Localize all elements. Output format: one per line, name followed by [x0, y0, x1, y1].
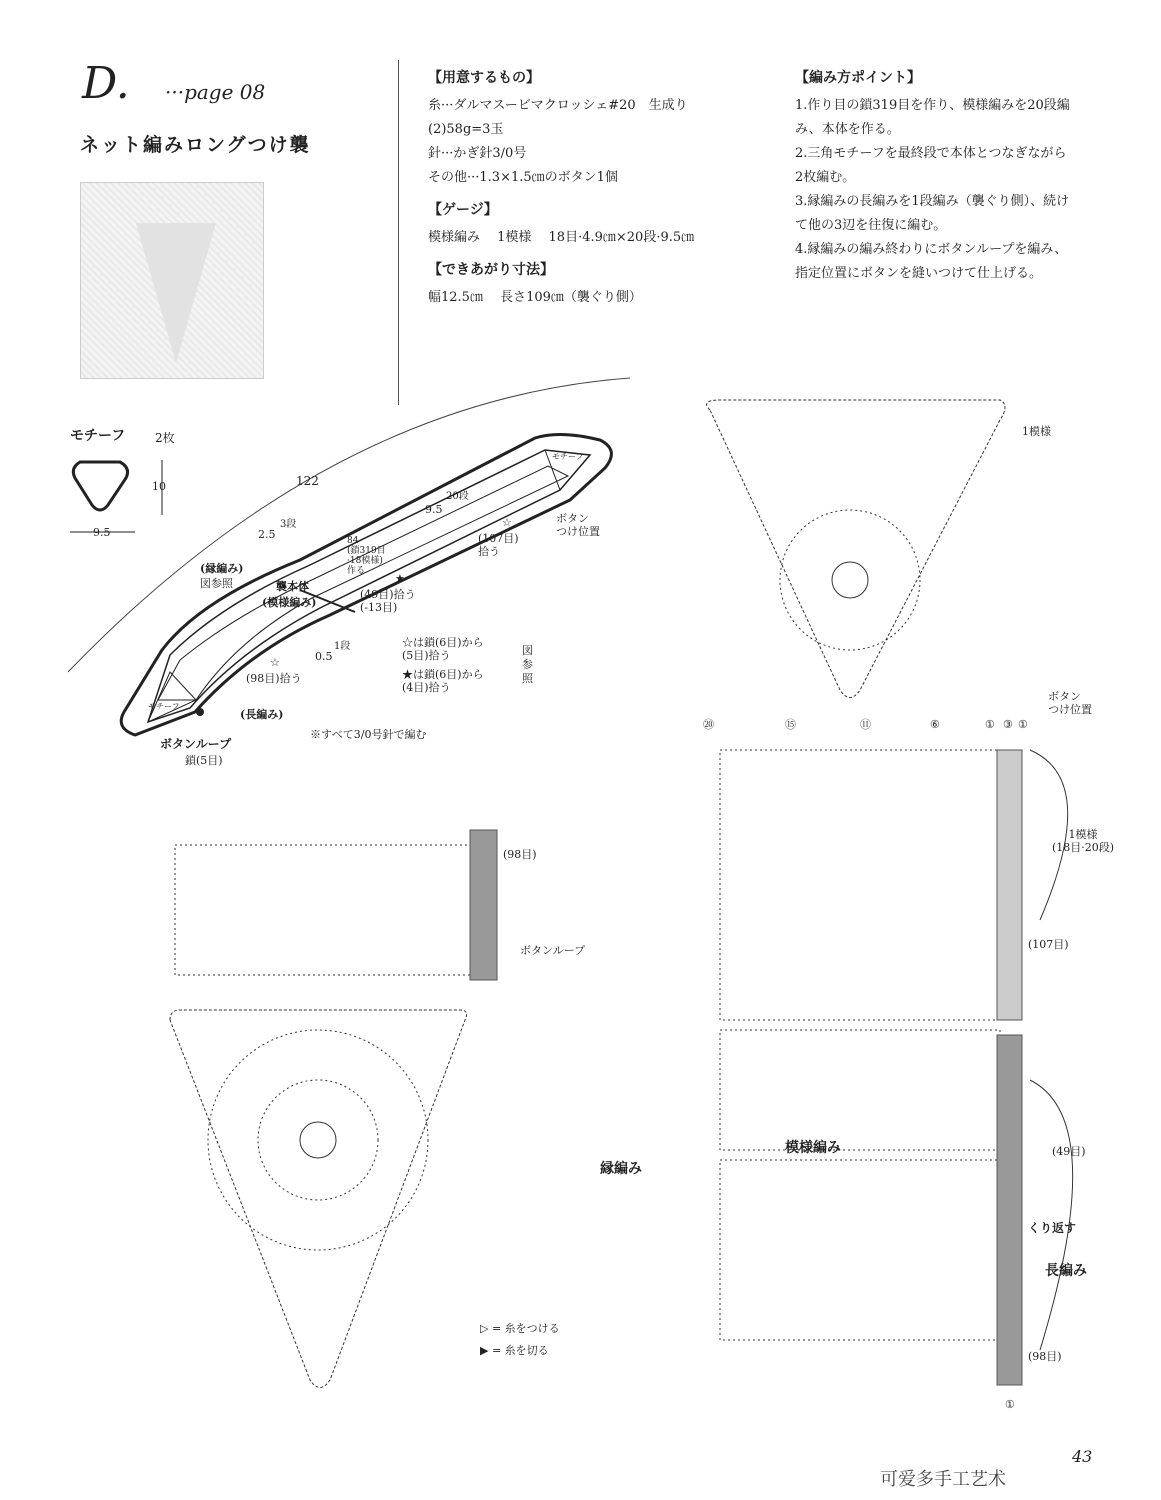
one-repeat-detail: [1052, 828, 1114, 854]
count-49: (49目): [1052, 1145, 1086, 1158]
points-heading: 【編み方ポイント】: [795, 70, 921, 86]
hollow-star-98: ☆: [270, 656, 280, 669]
materials-heading: 【用意するもの】: [428, 70, 540, 86]
start-mark: ①: [1005, 1398, 1015, 1411]
row-mark: ③: [1003, 718, 1013, 731]
materials-line: 糸···ダルマスービマクロッシェ#20 生成り: [428, 98, 688, 113]
chain-note-line: 84: [347, 536, 359, 546]
left-chart: [170, 830, 497, 1388]
repeat-label: くり返す: [1028, 1221, 1077, 1235]
legend-cut: ▶ = 糸を切る: [480, 1344, 549, 1357]
hollow-star-107: ☆: [502, 516, 512, 529]
button-position-line: つけ位置: [556, 525, 600, 538]
button-loop-dot: [196, 708, 204, 716]
motif-tag-right: モチーフ: [552, 452, 584, 461]
row-mark: ⑳: [703, 718, 714, 731]
size-heading: 【できあがり寸法】: [428, 262, 554, 278]
pick-107: [478, 532, 519, 558]
chain-note-line: ·18模様): [347, 556, 383, 566]
note-solid: [402, 668, 484, 694]
border-label: (縁編み): [200, 562, 244, 575]
button-loop-label: ボタンループ: [160, 737, 232, 751]
row-mark: ⑪: [860, 718, 871, 731]
gauge-line: 模様編み 1模様 18目·4.9㎝×20段·9.5㎝: [428, 230, 695, 245]
button-loop-sub: 鎖(5目): [185, 754, 223, 767]
pick-107-line: (107目): [478, 532, 519, 545]
length-label: 122: [296, 474, 319, 488]
chain-note-line: (鎖319目: [347, 546, 386, 556]
count-98-right: (98目): [1028, 1350, 1062, 1363]
note-hollow-line: (5目)拾う: [402, 649, 451, 662]
points-line: 2枚編む。: [795, 170, 856, 185]
dim-95-rows: 20段: [446, 491, 469, 502]
legend-attach: ▷ = 糸をつける: [480, 1322, 560, 1335]
dim-25: 2.5: [258, 528, 276, 541]
points-line: 2.三角モチーフを最終段で本体とつなぎながら: [795, 146, 1067, 161]
border-stitch-label: 縁編み: [600, 1161, 642, 1177]
materials-line: (2)58g=3玉: [428, 122, 504, 137]
note-hollow-line: ☆は鎖(6目)から: [402, 636, 484, 649]
count-98-left: (98目): [503, 848, 537, 861]
pattern-letter: D.: [82, 58, 130, 109]
length-arc: [68, 378, 630, 672]
long-stitch-label: (長編み): [240, 708, 284, 721]
body-label: 襲本体: [276, 580, 309, 593]
pick-49-line: (49目)拾う: [360, 588, 416, 601]
button-loop-chart-label: ボタンループ: [520, 944, 586, 957]
pattern-title: ネット編みロングつけ襲: [80, 134, 311, 156]
motif-count: 2枚: [155, 431, 175, 445]
size-line: 幅12.5㎝ 長さ109㎝（襲ぐり側）: [428, 290, 642, 305]
motif-width: 9.5: [93, 526, 111, 539]
one-repeat-detail-line: (18目·20段): [1052, 841, 1115, 854]
chart-button-position-line: ボタン: [1048, 690, 1081, 703]
dim-05: 0.5: [315, 650, 333, 663]
see-fig-label: 図参照: [200, 577, 233, 590]
chain-note: [347, 536, 386, 576]
chart-button-position: [1048, 690, 1092, 716]
motif-height: 10: [152, 480, 166, 493]
pick-107-line: 拾う: [478, 545, 500, 558]
motif-triangle: [73, 462, 127, 510]
chart-button-position-line: つけ位置: [1048, 703, 1092, 716]
points-line: 1.作り目の鎖319目を作り、模様編みを20段編: [795, 98, 1070, 113]
button-position-line: ボタン: [556, 512, 589, 525]
legend: [480, 1318, 560, 1362]
pick-98: (98目)拾う: [246, 672, 302, 685]
dim-05-rows: 1段: [334, 641, 351, 652]
motif-label: モチーフ: [70, 428, 126, 444]
page-number: 43: [1072, 1447, 1093, 1466]
one-repeat-top: 1模様: [1022, 425, 1051, 438]
gauge-heading: 【ゲージ】: [428, 202, 498, 218]
motif-tag-left: モチーフ: [148, 702, 180, 711]
dim-95: 9.5: [425, 503, 443, 516]
see-fig-vertical: 図参照: [522, 644, 533, 685]
page-reference: ···page 08: [165, 80, 266, 104]
note-solid-line: ★は鎖(6目)から: [402, 668, 484, 681]
pick-49-line: (-13目): [360, 601, 398, 614]
points-line: 指定位置にボタンを縫いつけて仕上げる。: [795, 266, 1043, 281]
count-107: (107目): [1028, 938, 1069, 951]
points-line: て他の3辺を往復に編む。: [795, 218, 947, 233]
note-hollow: [402, 636, 484, 662]
chain-note-line: 作る: [347, 566, 366, 576]
pick-49: [360, 588, 416, 614]
row-mark: ⑥: [930, 718, 940, 731]
right-chart: [707, 400, 1073, 1385]
points-line: 4.縁編みの編み終わりにボタンループを編み、: [795, 242, 1068, 257]
materials-line: その他···1.3×1.5㎝のボタン1個: [428, 170, 618, 185]
points-line: 3.縁編みの長編みを1段編み（襲ぐり側）、続け: [795, 194, 1070, 209]
row-mark: ①: [985, 718, 995, 731]
row-mark: ①: [1018, 718, 1028, 731]
watermark: 可爱多手工艺术: [880, 1469, 1006, 1490]
star-49: ★: [395, 572, 405, 585]
pattern-stitch-label: 模様編み: [785, 1140, 841, 1156]
row-mark: ⑮: [785, 718, 796, 731]
all-needle-note: ※すべて3/0号針で編む: [310, 728, 427, 741]
long-stitch-chart-label: 長編み: [1045, 1263, 1087, 1279]
body-sub-label: (模様編み): [262, 596, 317, 609]
dim-25-rows: 3段: [280, 519, 297, 530]
note-solid-line: (4目)拾う: [402, 681, 451, 694]
button-position: [556, 512, 600, 538]
points-line: み、本体を作る。: [795, 122, 900, 137]
materials-line: 針···かぎ針3/0号: [428, 146, 527, 161]
one-repeat-detail-line: 1模様: [1068, 828, 1098, 841]
